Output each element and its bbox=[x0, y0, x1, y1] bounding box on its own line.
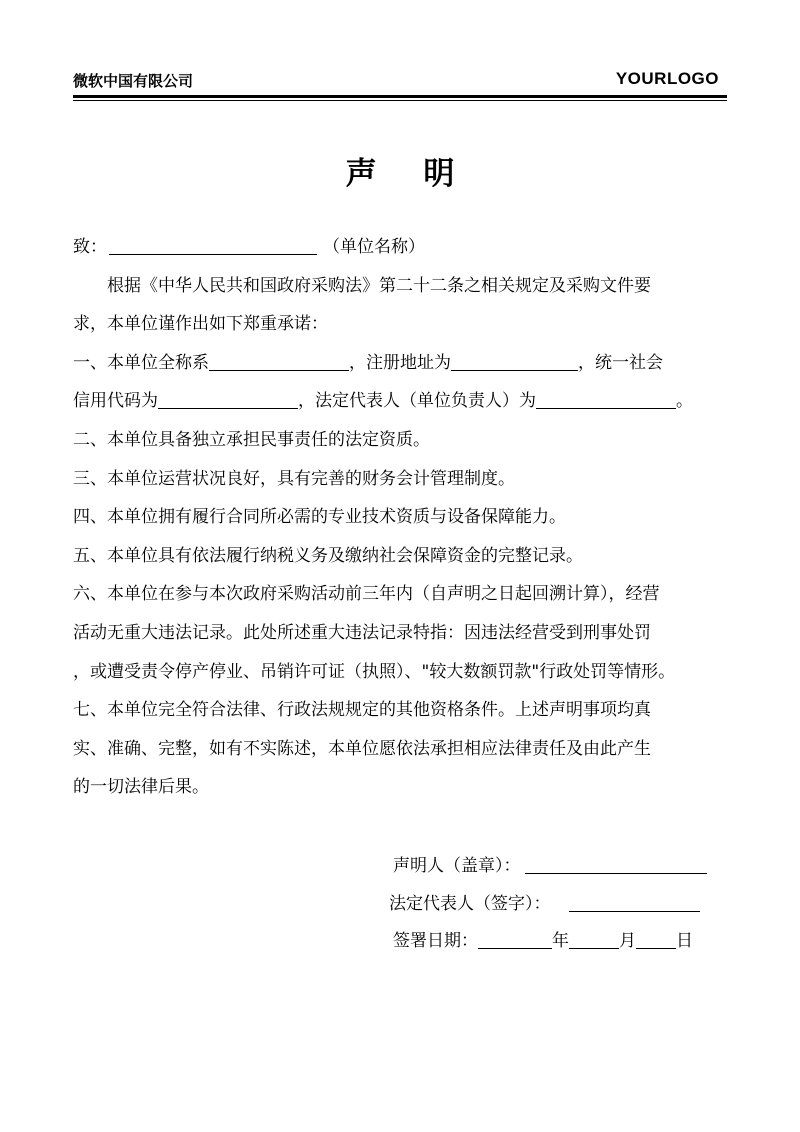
date-label: 签署日期： bbox=[393, 931, 478, 951]
declarant-line bbox=[393, 848, 713, 886]
intro-line-2: 求，本单位谨作出如下郑重承诺： bbox=[73, 314, 328, 335]
intro-line-1: 根据《中华人民共和国政府采购法》第二十二条之相关规定及采购文件要 bbox=[107, 275, 651, 296]
legal-rep-signature-blank[interactable] bbox=[569, 910, 700, 912]
day-label: 日 bbox=[676, 931, 693, 951]
item-6-line-1: 六、本单位在参与本次政府采购活动前三年内（自声明之日起回溯计算），经营 bbox=[73, 584, 660, 605]
legal-rep-sign-line bbox=[389, 886, 713, 924]
item-1-text-d: 信用代码为 bbox=[73, 391, 158, 412]
declarant-label: 声明人（盖章）： bbox=[393, 856, 521, 876]
item-7-line-2: 实、准确、完整，如有不实陈述，本单位愿依法承担相应法律责任及由此产生 bbox=[73, 738, 651, 759]
item-2: 二、本单位具备独立承担民事责任的法定资质。 bbox=[73, 429, 430, 450]
year-blank[interactable] bbox=[478, 947, 552, 949]
recipient-line bbox=[73, 228, 713, 267]
document-title: 声 明 bbox=[345, 156, 473, 192]
address-blank[interactable] bbox=[451, 369, 578, 371]
item-1-line-2 bbox=[73, 382, 713, 421]
item-4: 四、本单位拥有履行合同所必需的专业技术资质与设备保障能力。 bbox=[73, 507, 566, 528]
date-line bbox=[393, 923, 713, 961]
item-5: 五、本单位具有依法履行纳税义务及缴纳社会保障资金的完整记录。 bbox=[73, 545, 583, 566]
header-rule-thick bbox=[73, 95, 727, 98]
item-6-line-2: 活动无重大违法记录。此处所述重大违法记录特指：因违法经营受到刑事处罚 bbox=[73, 622, 651, 643]
document-body bbox=[73, 228, 713, 807]
signature-block bbox=[389, 848, 713, 961]
recipient-blank[interactable] bbox=[109, 253, 317, 255]
item-1-text-c: ，统一社会 bbox=[578, 352, 663, 373]
item-1-text-f: 。 bbox=[676, 391, 693, 412]
legal-rep-blank[interactable] bbox=[536, 407, 676, 409]
item-1-text-a: 一、本单位全称系 bbox=[73, 352, 209, 373]
item-7-line-3: 的一切法律后果。 bbox=[73, 777, 209, 798]
item-6-line-3: ，或遭受责令停产停业、吊销许可证（执照）、"较大数额罚款"行政处罚等情形。 bbox=[73, 661, 676, 682]
company-name: 微软中国有限公司 bbox=[73, 72, 194, 90]
day-blank[interactable] bbox=[636, 947, 676, 949]
legal-rep-sign-label: 法定代表人（签字）： bbox=[389, 893, 551, 914]
full-name-blank[interactable] bbox=[209, 369, 349, 371]
credit-code-blank[interactable] bbox=[158, 407, 298, 409]
month-label: 月 bbox=[619, 931, 636, 951]
year-label: 年 bbox=[552, 931, 569, 951]
month-blank[interactable] bbox=[569, 947, 619, 949]
recipient-suffix: （单位名称） bbox=[323, 237, 425, 257]
recipient-prefix: 致： bbox=[73, 237, 107, 257]
item-1-line-1 bbox=[73, 344, 713, 383]
header-rule-thin bbox=[73, 100, 727, 101]
declarant-seal-blank[interactable] bbox=[525, 872, 707, 874]
item-1-text-e: ，法定代表人（单位负责人）为 bbox=[298, 391, 536, 412]
item-7-line-1: 七、本单位完全符合法律、行政法规规定的其他资格条件。上述声明事项均真 bbox=[73, 700, 651, 721]
item-3: 三、本单位运营状况良好，具有完善的财务会计管理制度。 bbox=[73, 468, 515, 489]
page-header bbox=[73, 70, 727, 92]
logo-text: YOURLOGO bbox=[615, 69, 719, 88]
item-1-text-b: ，注册地址为 bbox=[349, 352, 451, 373]
